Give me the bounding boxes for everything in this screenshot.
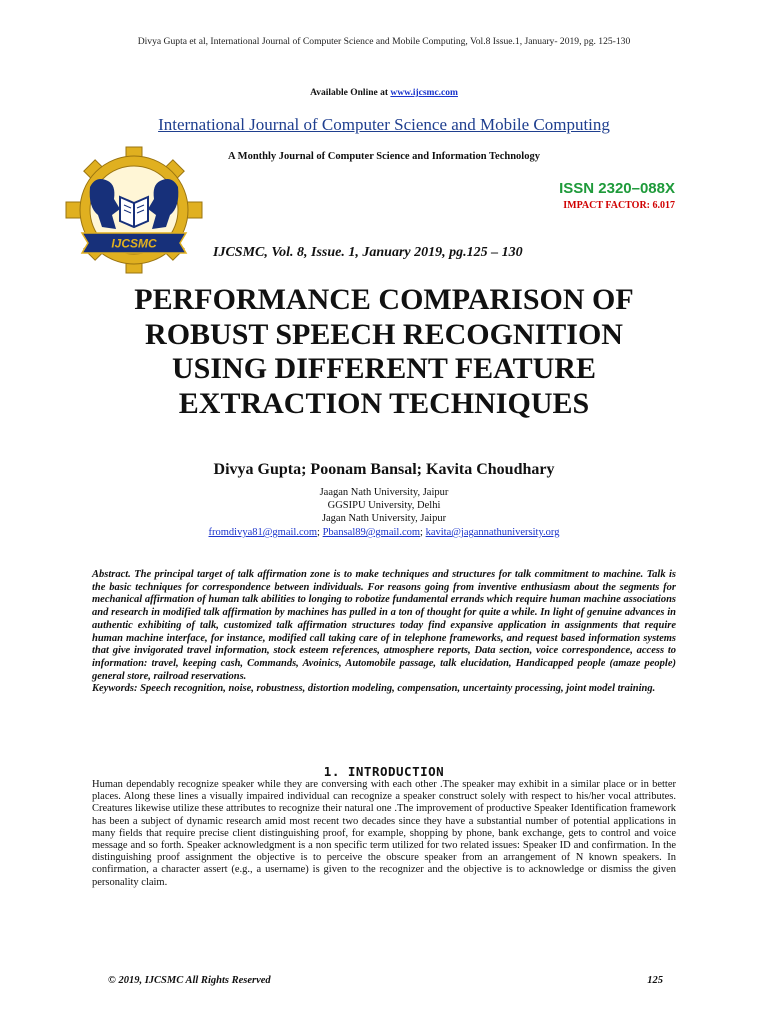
affiliation: Jaagan Nath University, Jaipur <box>319 487 449 498</box>
authors: Divya Gupta; Poonam Bansal; Kavita Choudhary <box>213 461 555 478</box>
email-separator: ; <box>317 527 323 538</box>
journal-logo <box>64 145 204 275</box>
email-link[interactable]: fromdivya81@gmail.com <box>208 527 318 538</box>
affiliation: Jagan Nath University, Jaipur <box>321 513 447 524</box>
title-line: USING DIFFERENT FEATURE <box>172 352 596 385</box>
abstract-text: Abstract. The principal target of talk affirmation zone is to make techniques and structures for talk commitment to machine. Talk is the basic techniques for correspondence between individuals. For reasons going from inventive enthusiasm about the segments for mechanical affirmation of human talk abilities to longing to robotize fundamental errands which require human machine associations and research in modified talk affirmation by machines has pulled in a ton of thought for quite a while. In light of genuine advances in authentic exhibiting of talk, customized talk affirmation structures today find expansive application in assignments that require human machine interface, for instance, modified call taking care of in telephone frameworks, and request based information systems that give invigorated travel information, stock esteem references, atmosphere reports, Data section, voice correspondence, access to information: travel, keeping cash, Commands, Avoinics, Automobile passage, talk elucidation, Handicapped people (amaze people) general store, railroad reservations. <box>92 569 676 682</box>
footer-copyright: © 2019, IJCSMC All Rights Reserved <box>108 975 271 986</box>
email-separator: ; <box>420 527 426 538</box>
author-emails <box>0 527 768 538</box>
available-online <box>0 88 768 98</box>
affiliations <box>0 486 768 525</box>
issn: ISSN 2320–088X <box>559 180 675 197</box>
email-link[interactable]: Pbansal89@gmail.com <box>322 527 421 538</box>
journal-website-link[interactable]: www.ijcsmc.com <box>390 88 458 98</box>
section-heading: 1. INTRODUCTION <box>323 764 445 779</box>
journal-name[interactable]: International Journal of Computer Science and Mobile Computing <box>158 115 610 134</box>
logo-text: IJCSMC <box>111 236 157 251</box>
impact-factor: IMPACT FACTOR: 6.017 <box>563 200 675 211</box>
section-body: Human dependably recognize speaker while they are conversing with each other .The speaker may exhibit in a similar place or in better places. Along these lines a visually impaired individual can recognize a speaker construct solely with respect to his/her vocal attributes. Creatures likewise utilize these attributes to recognize their natural one .The improvement of productive Speaker Identification framework has been a subject of dynamic research amid most recent two decades since they have a substantial number of potential applications in many fields that require precise client distinguishing proof, for example, shopping by phone, bank exchange, gets to control and voice message and so forth. Speaker acknowledgment is a non specific term utilized for two related issues: Speaker ID and confirmation. In the distinguishing proof assignment the objective is to perceive the obscure speaker from an arrangement of N known speakers. In confirmation, a character assert (e.g., a username) is given to the recognizer and the objective is to acknowledge or dismiss the given personality claim. <box>92 779 676 888</box>
keywords: Keywords: Speech recognition, noise, robustness, distortion modeling, compensation, uncertainty processing, joint model training. <box>92 683 656 695</box>
running-header: Divya Gupta et al, International Journal of Computer Science and Mobile Computing, Vol.8 Issue.1, January- 2019, pg. 125-130 <box>137 36 631 47</box>
abstract-block <box>92 569 676 696</box>
title-line: ROBUST SPEECH RECOGNITION <box>145 317 623 351</box>
paper-title <box>0 283 768 421</box>
affiliation: GGSIPU University, Delhi <box>327 500 441 511</box>
email-link[interactable]: kavita@jagannathuniversity.org <box>425 527 560 538</box>
available-prefix: Available Online at <box>310 88 391 98</box>
citation: IJCSMC, Vol. 8, Issue. 1, January 2019, pg.125 – 130 <box>213 245 523 260</box>
journal-subtitle: A Monthly Journal of Computer Science and Information Technology <box>228 151 540 162</box>
page-number: 125 <box>647 975 663 986</box>
title-line: PERFORMANCE COMPARISON OF <box>134 283 634 316</box>
title-line: EXTRACTION TECHNIQUES <box>178 386 590 420</box>
